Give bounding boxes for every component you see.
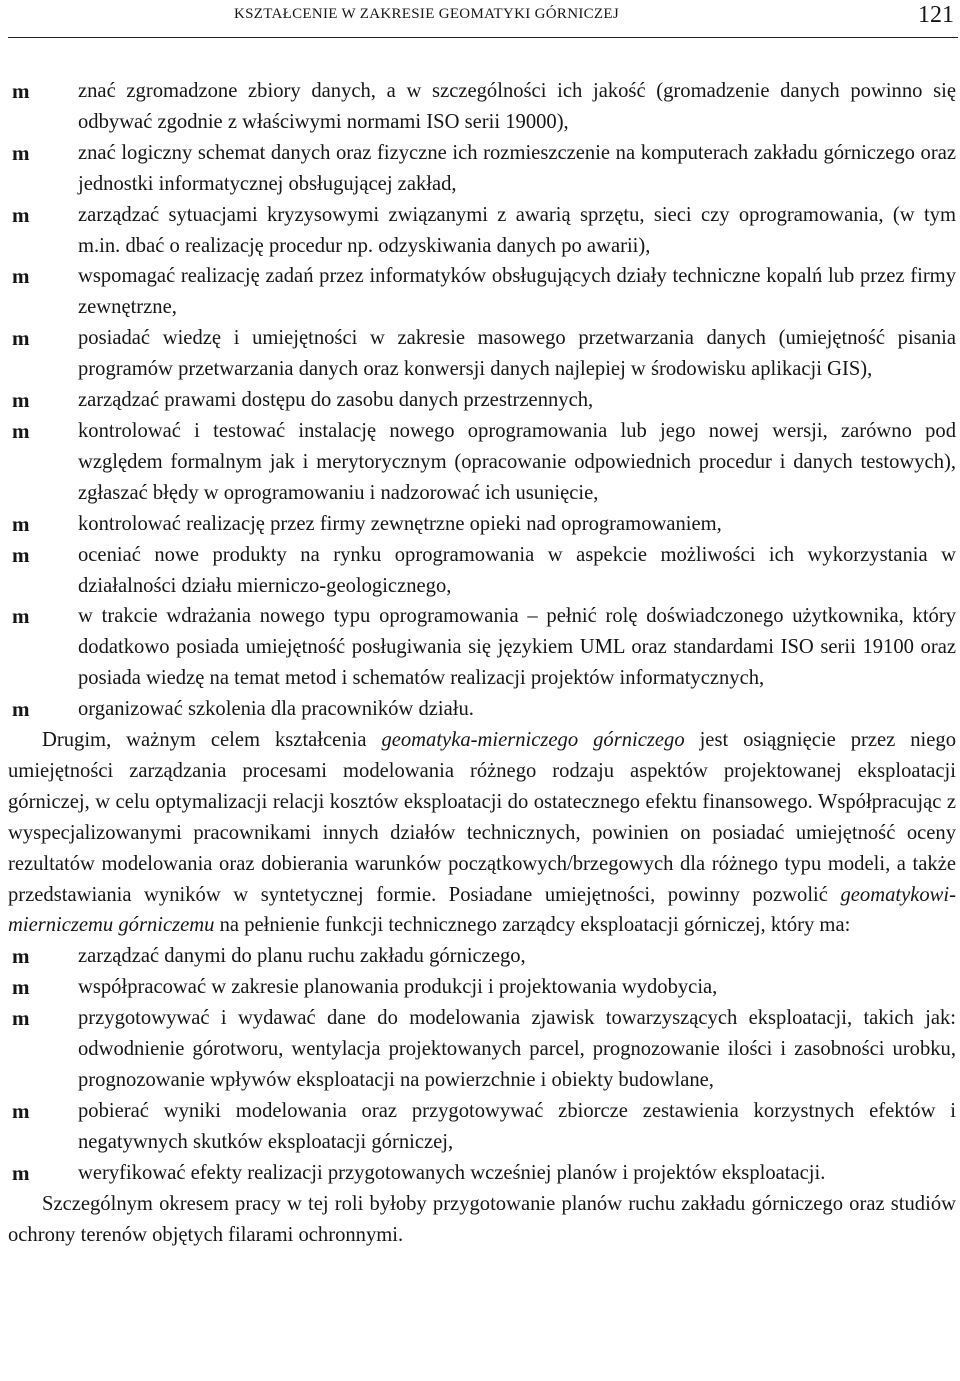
page-number: 121 [918,2,954,28]
bullet-icon: m [12,264,30,289]
list-item-text: przygotowywać i wydawać dane do modelowania zjawisk towarzyszących eksploatacji, takich jak: odwodnienie górotworu, wentylacja projektowanych parcel, prognozowanie ilości i zasobności urobku, prognozowanie wpływów eksploatacji na powierzchnie i obiekty budowlane, [78,1007,956,1091]
closing-paragraph: Szczególnym okresem pracy w tej roli byłoby przygotowanie planów ruchu zakładu górniczego oraz studiów ochrony terenów objętych filarami ochronnymi. [8,1192,956,1246]
list-item [8,509,956,540]
list-item-text: oceniać nowe produkty na rynku oprogramowania w aspekcie możliwości ich wykorzystania w działalności działu mierniczo-geologicznego, [78,543,956,597]
list-item-text: weryfikować efekty realizacji przygotowanych wcześniej planów i projektów eksploatacji. [78,1161,826,1184]
list-item-text: pobierać wyniki modelowania oraz przygotowywać zbiorcze zestawienia korzystnych efektów i negatywnych skutków eksploatacji górniczej, [78,1099,956,1153]
duties-list [8,941,956,1188]
list-item-text: wspomagać realizację zadań przez informatyków obsługujących działy techniczne kopalń lub przez firmy zewnętrzne, [78,265,956,319]
paragraph-text: Drugim, ważnym celem kształcenia [42,729,382,752]
list-item [8,941,956,972]
bullet-icon: m [12,418,30,443]
list-item-text: posiadać wiedzę i umiejętności w zakresie masowego przetwarzania danych (umiejętność pisania programów przetwarzania danych oraz konwersji danych najlepiej w środowisku aplikacji GIS), [78,327,956,381]
list-item-text: organizować szkolenia dla pracowników działu. [78,698,474,721]
bullet-icon: m [12,604,30,629]
header-rule [8,37,958,38]
list-item [8,323,956,385]
list-item-text: znać zgromadzone zbiory danych, a w szczególności ich jakość (gromadzenie danych powinno się odbywać zgodnie z właściwymi normami ISO serii 19000), [78,80,956,133]
page-header [8,0,958,38]
bullet-icon: m [12,511,30,536]
bullet-icon: m [12,944,30,969]
list-item-text: kontrolować i testować instalację nowego oprogramowania lub jego nowej wersji, zarówno pod względem formalnym jak i merytorycznym (opracowanie odpowiednich procedur i danych testowych), zgłaszać błędy w oprogramowaniu i nadzorować ich usunięcie, [78,419,956,504]
body-paragraph [8,725,956,941]
list-item [8,1096,956,1158]
bullet-icon: m [12,1160,30,1185]
bullet-icon: m [12,1006,30,1031]
bullet-icon: m [12,542,30,567]
list-item [8,1003,956,1096]
list-item-text: kontrolować realizację przez firmy zewnętrzne opieki nad oprogramowaniem, [78,512,722,535]
bullet-icon: m [12,79,30,103]
list-item-text: zarządzać danymi do planu ruchu zakładu górniczego, [78,945,526,968]
bullet-icon: m [12,140,30,165]
list-item [8,138,956,200]
paragraph-text: jest osiągnięcie przez niego umiejętności zarządzania procesami modelowania różnego rodzaju aspektów projektowanej eksploatacji górniczej, w celu optymalizacji relacji kosztów eksploatacji do ostatecznego efektu finansowego. Współpracując z wyspecjalizowanymi pracownikami innych działów technicznych, powinien on posiadać umiejętność oceny rezultatów modelowania oraz dobierania warunków początkowych/brzegowych dla różnego typu modeli, a także przedstawiania wyników w syntetycznej formie. Posiadane umiejętności, powinny pozwolić [8,729,956,906]
bullet-icon: m [12,388,30,413]
list-item-text: zarządzać prawami dostępu do zasobu danych przestrzennych, [78,389,594,412]
bullet-icon: m [12,326,30,351]
list-item [8,601,956,694]
list-item-text: zarządzać sytuacjami kryzysowymi związanymi z awarią sprzętu, sieci czy oprogramowania, (w tym m.in. dbać o realizację procedur np. odzyskiwania danych po awarii), [78,203,956,257]
list-item [8,200,956,262]
paragraph-text: na pełnienie funkcji technicznego zarządcy eksploatacji górniczej, który ma: [214,914,851,937]
list-item [8,1158,956,1189]
list-item [8,416,956,509]
bullet-icon: m [12,202,30,227]
emphasis-term: geomatyka-mierniczego górniczego [381,729,685,752]
list-item-text: współpracować w zakresie planowania produkcji i projektowania wydobycia, [78,976,718,999]
list-item [8,694,956,725]
competency-list [8,76,956,725]
list-item [8,385,956,416]
emphasis-term: geomatykowi-mierniczemu górniczemu [8,883,956,937]
bullet-icon: m [12,1098,30,1123]
list-item [8,261,956,323]
running-header-title: KSZTAŁCENIE W ZAKRESIE GEOMATYKI GÓRNICZEJ [234,6,619,22]
list-item [8,972,956,1003]
bullet-icon: m [12,975,30,1000]
list-item-text: w trakcie wdrażania nowego typu oprogramowania – pełnić rolę doświadczonego użytkownika, który dodatkowo posiada umiejętność posługiwania się językiem UML oraz standardami ISO serii 19100 oraz posiada wiedzę na temat metod i schematów realizacji projektów informatycznych, [78,605,956,690]
bullet-icon: m [12,697,30,722]
page-body [8,76,956,1250]
list-item [8,76,956,138]
list-item [8,540,956,602]
list-item-text: znać logiczny schemat danych oraz fizyczne ich rozmieszczenie na komputerach zakładu górniczego oraz jednostki informatycznej obsługującej zakład, [78,141,956,195]
